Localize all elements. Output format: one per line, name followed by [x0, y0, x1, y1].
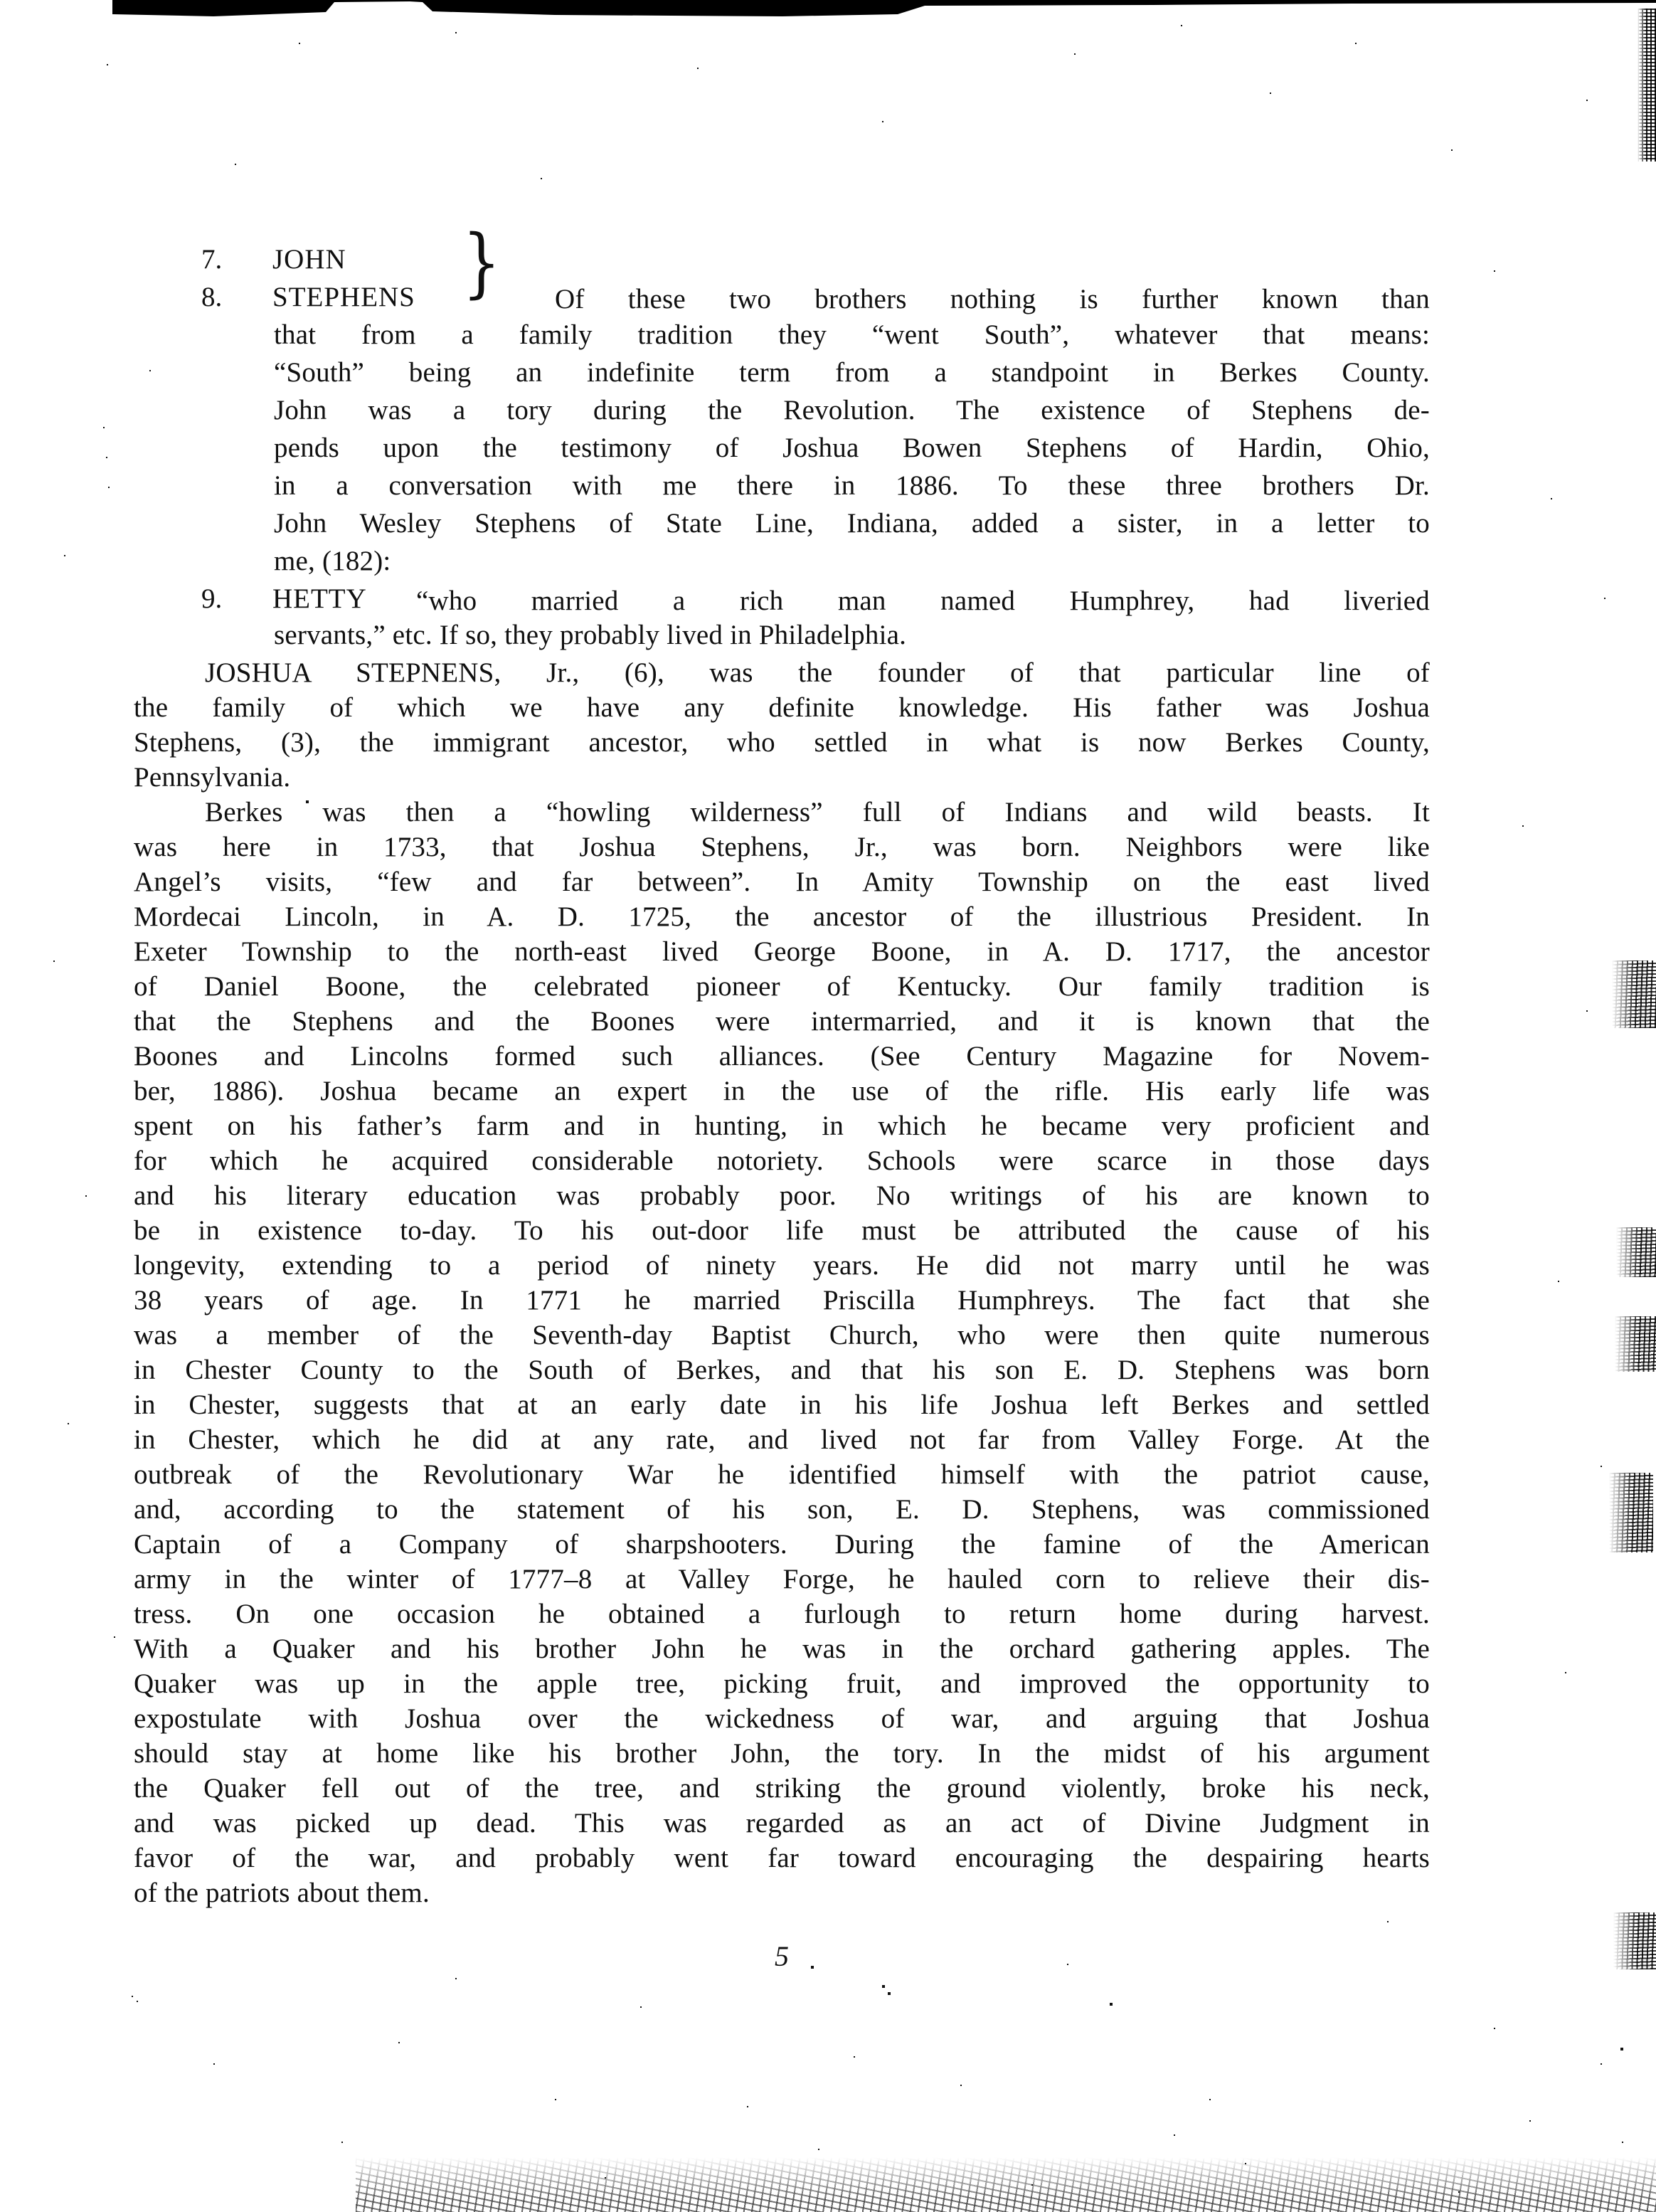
list-item-8-label: STEPHENS [272, 282, 415, 312]
scan-speckles-large [0, 0, 3, 3]
scan-noise-bottom [356, 2157, 1656, 2212]
text-line: John was a tory during the Revolution. The existence of Stephens de- [274, 395, 1430, 425]
text-line: the Quaker fell out of the tree, and striking the ground violently, broke his neck, [134, 1773, 1430, 1804]
text-line: expostulate with Joshua over the wickedness of war, and arguing that Joshua [134, 1703, 1430, 1734]
list-item-9-number: 9. [201, 583, 223, 614]
text-line: pends upon the testimony of Joshua Bowen Stephens of Hardin, Ohio, [274, 433, 1430, 463]
text-line: Berkes was then a “howling wilderness” full of Indians and wild beasts. It [205, 797, 1430, 827]
list-item-8-number: 8. [201, 282, 223, 312]
text-line: for which he acquired considerable notoriety. Schools were scarce in those days [134, 1145, 1430, 1176]
text-line: Stephens, (3), the immigrant ancestor, who settled in what is now Berkes County, [134, 727, 1430, 758]
text-line: that from a family tradition they “went South”, whatever that means: [274, 319, 1430, 350]
text-line: outbreak of the Revolutionary War he identified himself with the patriot cause, [134, 1459, 1430, 1490]
scan-edge-bar [0, 0, 1656, 24]
list-item-7 [201, 240, 346, 278]
text-line: should stay at home like his brother John, the tory. In the midst of his argument [134, 1738, 1430, 1769]
scan-smudge-top-right [1638, 9, 1656, 162]
text-line: was here in 1733, that Joshua Stephens, Jr., was born. Neighbors were like [134, 832, 1430, 862]
list-item-7-label: JOHN [272, 244, 346, 275]
page-number: 5 [775, 1940, 789, 1972]
text-line: army in the winter of 1777–8 at Valley Forge, he hauled corn to relieve their dis- [134, 1564, 1430, 1594]
text-line: ber, 1886). Joshua became an expert in the use of the rifle. His early life was [134, 1076, 1430, 1106]
text-line: John Wesley Stephens of State Line, Indiana, added a sister, in a letter to [274, 508, 1430, 539]
scan-smudge-right-4 [1609, 1473, 1653, 1552]
text-line: 38 years of age. In 1771 he married Priscilla Humphreys. The fact that she [134, 1285, 1430, 1316]
list-item-9-label: HETTY [272, 583, 367, 614]
text-line: of the patriots about them. [134, 1878, 430, 1908]
item-8-first-line: Of these two brothers nothing is further known than [555, 284, 1430, 314]
scan-smudge-right-2 [1616, 1227, 1656, 1277]
text-line: tress. On one occasion he obtained a furlough to return home during harvest. [134, 1599, 1430, 1629]
scan-smudge-right-1 [1612, 961, 1656, 1028]
item-9-second-line: servants,” etc. If so, they probably lived in Philadelphia. [274, 620, 907, 650]
text-line: Pennsylvania. [134, 762, 291, 793]
text-line: Exeter Township to the north-east lived George Boone, in A. D. 1717, the ancestor [134, 936, 1430, 967]
item-9-first-line: “who married a rich man named Humphrey, had liveried [416, 586, 1430, 616]
text-line: was a member of the Seventh-day Baptist Church, who were then quite numerous [134, 1320, 1430, 1350]
text-line: longevity, extending to a period of ninety years. He did not marry until he was [134, 1250, 1430, 1281]
item-8-continuation [274, 316, 1430, 580]
text-line: in Chester, suggests that at an early date in his life Joshua left Berkes and settled [134, 1390, 1430, 1420]
text-line: in Chester County to the South of Berkes, and that his son E. D. Stephens was born [134, 1355, 1430, 1385]
text-line: in Chester, which he did at any rate, and lived not far from Valley Forge. At the [134, 1424, 1430, 1455]
list-item-8 [201, 278, 415, 316]
text-line: that the Stephens and the Boones were intermarried, and it is known that the [134, 1006, 1430, 1037]
scan-smudge-right-5 [1613, 1912, 1656, 1969]
text-line: and his literary education was probably poor. No writings of his are known to [134, 1180, 1430, 1211]
text-line: the family of which we have any definite knowledge. His father was Joshua [134, 692, 1430, 723]
text-line: spent on his father’s farm and in hunting, in which he became very proficient and [134, 1111, 1430, 1141]
paragraph-berkes [134, 795, 1430, 1910]
text-line: favor of the war, and probably went far toward encouraging the despairing hearts [134, 1843, 1430, 1873]
text-line: Mordecai Lincoln, in A. D. 1725, the ancestor of the illustrious President. In [134, 901, 1430, 932]
text-line: JOSHUA STEPNENS, Jr., (6), was the founder of that particular line of [205, 657, 1430, 688]
text-line: me, (182): [274, 546, 391, 576]
text-line: Boones and Lincolns formed such alliances. (See Century Magazine for Novem- [134, 1041, 1430, 1071]
paragraph-joshua [134, 655, 1430, 795]
text-line: and, according to the statement of his son, E. D. Stephens, was commissioned [134, 1494, 1430, 1525]
scan-smudge-right-3 [1615, 1316, 1656, 1372]
text-line: Angel’s visits, “few and far between”. In Amity Township on the east lived [134, 867, 1430, 897]
text-line: and was picked up dead. This was regarded as an act of Divine Judgment in [134, 1808, 1430, 1838]
text-line: of Daniel Boone, the celebrated pioneer of Kentucky. Our family tradition is [134, 971, 1430, 1002]
text-line: in a conversation with me there in 1886. To these three brothers Dr. [274, 470, 1430, 501]
text-line: Captain of a Company of sharpshooters. During the famine of the American [134, 1529, 1430, 1560]
text-line: Quaker was up in the apple tree, picking fruit, and improved the opportunity to [134, 1668, 1430, 1699]
text-line: “South” being an indefinite term from a standpoint in Berkes County. [274, 357, 1430, 388]
text-line: With a Quaker and his brother John he was in the orchard gathering apples. The [134, 1634, 1430, 1664]
brace-glyph: } [462, 218, 501, 306]
list-item-9 [201, 580, 367, 618]
text-line: be in existence to-day. To his out-door life must be attributed the cause of his [134, 1215, 1430, 1246]
list-item-7-number: 7. [201, 244, 223, 275]
